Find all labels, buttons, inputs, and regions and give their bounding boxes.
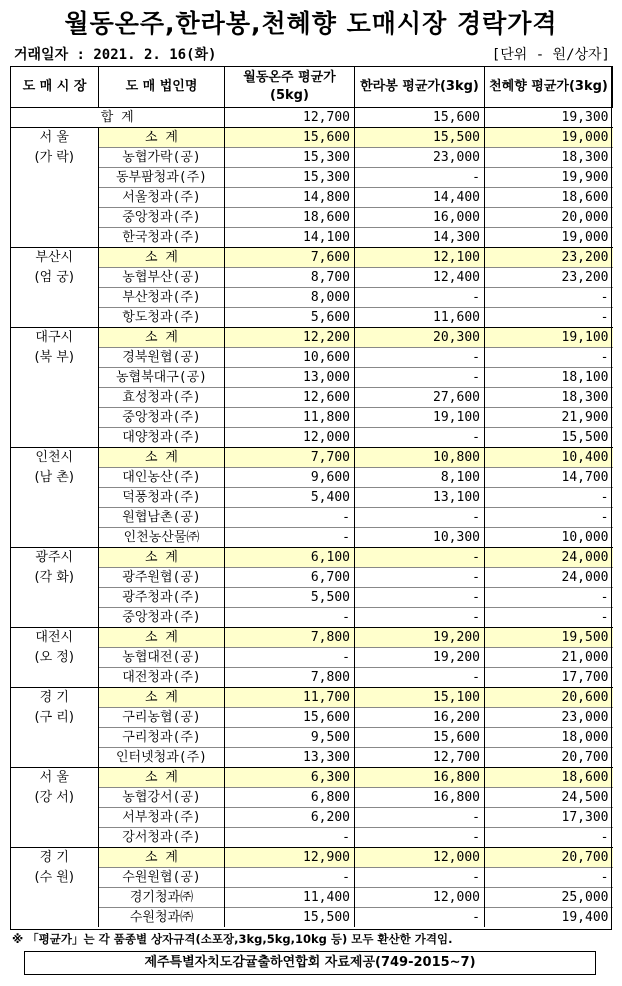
price-mandarin: 7,800 xyxy=(225,668,355,688)
price-mandarin: 13,300 xyxy=(225,748,355,768)
price-cheonhyehyang: 18,600 xyxy=(485,768,613,788)
price-cheonhyehyang: 18,100 xyxy=(485,368,613,388)
company-name: 강서청과(주) xyxy=(99,828,225,848)
price-hallabong: 19,200 xyxy=(355,628,485,648)
company-name: 구리농협(공) xyxy=(99,708,225,728)
table-row xyxy=(11,568,613,588)
market-cell xyxy=(11,628,99,688)
market-district: (수 원) xyxy=(34,870,74,885)
price-mandarin: 11,800 xyxy=(225,408,355,428)
price-hallabong: 15,600 xyxy=(355,728,485,748)
price-mandarin: 5,600 xyxy=(225,308,355,328)
price-cheonhyehyang: 19,000 xyxy=(485,128,613,148)
price-hallabong: 13,100 xyxy=(355,488,485,508)
subtotal-label: 소 계 xyxy=(99,768,225,788)
price-cheonhyehyang: - xyxy=(485,488,613,508)
price-mandarin: 9,500 xyxy=(225,728,355,748)
price-mandarin: 9,600 xyxy=(225,468,355,488)
price-cheonhyehyang: - xyxy=(485,828,613,848)
price-cheonhyehyang: 18,300 xyxy=(485,148,613,168)
price-hallabong: 10,300 xyxy=(355,528,485,548)
market-district: (남 촌) xyxy=(34,470,74,485)
company-name: 경북원협(공) xyxy=(99,348,225,368)
table-row xyxy=(11,168,613,188)
subtotal-row xyxy=(11,768,613,788)
company-name: 항도청과(주) xyxy=(99,308,225,328)
price-cheonhyehyang: 17,300 xyxy=(485,808,613,828)
total-price-hallabong: 15,600 xyxy=(355,108,485,128)
price-cheonhyehyang: 24,000 xyxy=(485,548,613,568)
price-hallabong: - xyxy=(355,368,485,388)
table-row xyxy=(11,468,613,488)
table-row xyxy=(11,608,613,628)
price-mandarin: 12,600 xyxy=(225,388,355,408)
header-price-hallabong: 한라봉 평균가(3kg) xyxy=(355,67,485,108)
price-mandarin: 6,200 xyxy=(225,808,355,828)
price-cheonhyehyang: 24,500 xyxy=(485,788,613,808)
company-name: 농협대전(공) xyxy=(99,648,225,668)
header-market: 도 매 시 장 xyxy=(11,67,99,108)
table-row xyxy=(11,408,613,428)
price-hallabong: - xyxy=(355,168,485,188)
company-name: 중앙청과(주) xyxy=(99,208,225,228)
market-cell xyxy=(11,768,99,848)
market-cell xyxy=(11,128,99,248)
price-cheonhyehyang: 19,500 xyxy=(485,628,613,648)
market-name: 부산시 xyxy=(35,250,74,265)
company-name: 수원원협(공) xyxy=(99,868,225,888)
table-row xyxy=(11,648,613,668)
price-hallabong: 15,100 xyxy=(355,688,485,708)
price-cheonhyehyang: - xyxy=(485,588,613,608)
price-mandarin: 6,100 xyxy=(225,548,355,568)
subtotal-label: 소 계 xyxy=(99,128,225,148)
company-name: 중앙청과(주) xyxy=(99,408,225,428)
market-name: 경 기 xyxy=(39,690,69,705)
price-cheonhyehyang: 20,000 xyxy=(485,208,613,228)
market-cell xyxy=(11,548,99,628)
unit-label: [단위 - 원/상자] xyxy=(491,47,610,63)
total-row xyxy=(11,108,613,128)
price-mandarin: 11,700 xyxy=(225,688,355,708)
price-hallabong: 14,300 xyxy=(355,228,485,248)
price-hallabong: - xyxy=(355,348,485,368)
company-name: 동부팜청과(주) xyxy=(99,168,225,188)
market-district: (오 정) xyxy=(34,650,74,665)
price-hallabong: - xyxy=(355,508,485,528)
price-hallabong: 11,600 xyxy=(355,308,485,328)
price-cheonhyehyang: 18,600 xyxy=(485,188,613,208)
market-cell xyxy=(11,848,99,928)
subtotal-label: 소 계 xyxy=(99,548,225,568)
price-hallabong: 20,300 xyxy=(355,328,485,348)
price-mandarin: 7,800 xyxy=(225,628,355,648)
table-row xyxy=(11,868,613,888)
price-mandarin: 12,900 xyxy=(225,848,355,868)
table-row xyxy=(11,288,613,308)
price-mandarin: 14,800 xyxy=(225,188,355,208)
price-hallabong: - xyxy=(355,868,485,888)
company-name: 농협부산(공) xyxy=(99,268,225,288)
price-mandarin: 18,600 xyxy=(225,208,355,228)
price-mandarin: 6,700 xyxy=(225,568,355,588)
market-district: (가 락) xyxy=(34,150,74,165)
price-hallabong: 8,100 xyxy=(355,468,485,488)
market-name: 서 울 xyxy=(39,130,69,145)
subtotal-row xyxy=(11,848,613,868)
table-row xyxy=(11,668,613,688)
price-hallabong: 12,000 xyxy=(355,888,485,908)
company-name: 한국청과(주) xyxy=(99,228,225,248)
price-cheonhyehyang: 19,100 xyxy=(485,328,613,348)
subtotal-row xyxy=(11,448,613,468)
market-cell xyxy=(11,688,99,768)
price-table xyxy=(10,66,613,927)
table-row xyxy=(11,508,613,528)
price-mandarin: - xyxy=(225,508,355,528)
table-row xyxy=(11,708,613,728)
price-cheonhyehyang: 20,700 xyxy=(485,848,613,868)
price-hallabong: - xyxy=(355,568,485,588)
subtotal-row xyxy=(11,548,613,568)
table-row xyxy=(11,348,613,368)
price-mandarin: 12,000 xyxy=(225,428,355,448)
market-name: 광주시 xyxy=(35,550,74,565)
price-cheonhyehyang: 23,200 xyxy=(485,248,613,268)
price-cheonhyehyang: 10,400 xyxy=(485,448,613,468)
price-hallabong: 23,000 xyxy=(355,148,485,168)
company-name: 대인농산(주) xyxy=(99,468,225,488)
company-name: 농협강서(공) xyxy=(99,788,225,808)
price-hallabong: - xyxy=(355,908,485,928)
subtotal-row xyxy=(11,628,613,648)
price-cheonhyehyang: 23,000 xyxy=(485,708,613,728)
table-row xyxy=(11,148,613,168)
price-hallabong: 16,000 xyxy=(355,208,485,228)
company-name: 광주원협(공) xyxy=(99,568,225,588)
company-name: 인터넷청과(주) xyxy=(99,748,225,768)
table-row xyxy=(11,808,613,828)
price-hallabong: - xyxy=(355,828,485,848)
price-mandarin: 10,600 xyxy=(225,348,355,368)
price-hallabong: - xyxy=(355,548,485,568)
table-header-row xyxy=(11,67,613,108)
price-cheonhyehyang: - xyxy=(485,868,613,888)
price-cheonhyehyang: - xyxy=(485,508,613,528)
table-row xyxy=(11,188,613,208)
company-name: 농협북대구(공) xyxy=(99,368,225,388)
price-mandarin: 6,300 xyxy=(225,768,355,788)
price-cheonhyehyang: 17,700 xyxy=(485,668,613,688)
table-row xyxy=(11,368,613,388)
price-hallabong: 27,600 xyxy=(355,388,485,408)
price-mandarin: - xyxy=(225,868,355,888)
subtotal-row xyxy=(11,248,613,268)
price-hallabong: 19,100 xyxy=(355,408,485,428)
total-label: 합 계 xyxy=(11,108,225,128)
price-hallabong: 19,200 xyxy=(355,648,485,668)
company-name: 서부청과(주) xyxy=(99,808,225,828)
price-mandarin: 7,700 xyxy=(225,448,355,468)
price-cheonhyehyang: 25,000 xyxy=(485,888,613,908)
price-cheonhyehyang: 23,200 xyxy=(485,268,613,288)
price-cheonhyehyang: - xyxy=(485,348,613,368)
price-hallabong: 12,000 xyxy=(355,848,485,868)
source-credit: 제주특별자치도감귤출하연합회 자료제공(749-2015~7) xyxy=(24,951,596,975)
market-district: (구 리) xyxy=(34,710,74,725)
market-name: 대전시 xyxy=(35,630,74,645)
price-hallabong: 10,800 xyxy=(355,448,485,468)
price-mandarin: 15,500 xyxy=(225,908,355,928)
price-cheonhyehyang: 20,700 xyxy=(485,748,613,768)
price-cheonhyehyang: 18,300 xyxy=(485,388,613,408)
price-cheonhyehyang: - xyxy=(485,288,613,308)
header-company: 도 매 법인명 xyxy=(99,67,225,108)
market-name: 경 기 xyxy=(39,850,69,865)
price-cheonhyehyang: - xyxy=(485,608,613,628)
price-cheonhyehyang: 19,900 xyxy=(485,168,613,188)
price-mandarin: 6,800 xyxy=(225,788,355,808)
table-row xyxy=(11,908,613,928)
price-mandarin: - xyxy=(225,648,355,668)
price-hallabong: 14,400 xyxy=(355,188,485,208)
company-name: 대전청과(주) xyxy=(99,668,225,688)
price-hallabong: - xyxy=(355,668,485,688)
market-cell xyxy=(11,248,99,328)
price-mandarin: - xyxy=(225,828,355,848)
table-row xyxy=(11,228,613,248)
price-mandarin: 5,500 xyxy=(225,588,355,608)
company-name: 덕풍청과(주) xyxy=(99,488,225,508)
price-hallabong: - xyxy=(355,428,485,448)
price-cheonhyehyang: 10,000 xyxy=(485,528,613,548)
price-hallabong: - xyxy=(355,588,485,608)
subtotal-label: 소 계 xyxy=(99,628,225,648)
table-row xyxy=(11,748,613,768)
price-mandarin: 7,600 xyxy=(225,248,355,268)
company-name: 대양청과(주) xyxy=(99,428,225,448)
company-name: 농협가락(공) xyxy=(99,148,225,168)
table-row xyxy=(11,268,613,288)
company-name: 수원청과㈜ xyxy=(99,908,225,928)
table-row xyxy=(11,488,613,508)
price-hallabong: 12,700 xyxy=(355,748,485,768)
price-mandarin: - xyxy=(225,608,355,628)
price-mandarin: 15,600 xyxy=(225,708,355,728)
price-mandarin: - xyxy=(225,528,355,548)
table-row xyxy=(11,588,613,608)
price-cheonhyehyang: 20,600 xyxy=(485,688,613,708)
market-name: 대구시 xyxy=(35,330,74,345)
footnote: ※ 「평균가」는 각 품종별 상자규격(소포장,3kg,5kg,10kg 등) 모두 환산한 가격임. xyxy=(12,932,453,946)
price-mandarin: 13,000 xyxy=(225,368,355,388)
price-mandarin: 11,400 xyxy=(225,888,355,908)
market-cell xyxy=(11,448,99,548)
market-district: (엄 궁) xyxy=(34,270,74,285)
table-row xyxy=(11,788,613,808)
company-name: 원협남촌(공) xyxy=(99,508,225,528)
subtotal-label: 소 계 xyxy=(99,248,225,268)
price-mandarin: 15,300 xyxy=(225,168,355,188)
price-mandarin: 15,300 xyxy=(225,148,355,168)
table-row xyxy=(11,308,613,328)
company-name: 부산청과(주) xyxy=(99,288,225,308)
company-name: 광주청과(주) xyxy=(99,588,225,608)
company-name: 효성청과(주) xyxy=(99,388,225,408)
total-price-cheonhyehyang: 19,300 xyxy=(485,108,613,128)
table-row xyxy=(11,208,613,228)
market-cell xyxy=(11,328,99,448)
price-hallabong: 12,400 xyxy=(355,268,485,288)
table-row xyxy=(11,428,613,448)
price-hallabong: 15,500 xyxy=(355,128,485,148)
company-name: 인천농산물㈜ xyxy=(99,528,225,548)
table-row xyxy=(11,828,613,848)
price-cheonhyehyang: 18,000 xyxy=(485,728,613,748)
price-mandarin: 5,400 xyxy=(225,488,355,508)
price-cheonhyehyang: 19,400 xyxy=(485,908,613,928)
subtotal-label: 소 계 xyxy=(99,448,225,468)
price-cheonhyehyang: 24,000 xyxy=(485,568,613,588)
price-hallabong: - xyxy=(355,808,485,828)
price-hallabong: 12,100 xyxy=(355,248,485,268)
table-row xyxy=(11,528,613,548)
subtotal-row xyxy=(11,688,613,708)
page-title: 월동온주,한라봉,천혜향 도매시장 경락가격 xyxy=(64,9,558,38)
company-name: 구리청과(주) xyxy=(99,728,225,748)
subtotal-row xyxy=(11,328,613,348)
subtotal-label: 소 계 xyxy=(99,328,225,348)
market-district: (각 화) xyxy=(34,570,74,585)
subtotal-row xyxy=(11,128,613,148)
table-row xyxy=(11,728,613,748)
price-mandarin: 12,200 xyxy=(225,328,355,348)
header-price-cheonhyehyang: 천혜향 평균가(3kg) xyxy=(485,67,613,108)
price-cheonhyehyang: 19,000 xyxy=(485,228,613,248)
subtotal-label: 소 계 xyxy=(99,848,225,868)
price-cheonhyehyang: - xyxy=(485,308,613,328)
price-cheonhyehyang: 21,900 xyxy=(485,408,613,428)
price-mandarin: 8,000 xyxy=(225,288,355,308)
total-price-mandarin: 12,700 xyxy=(225,108,355,128)
price-mandarin: 14,100 xyxy=(225,228,355,248)
price-hallabong: 16,200 xyxy=(355,708,485,728)
price-cheonhyehyang: 15,500 xyxy=(485,428,613,448)
company-name: 서울청과(주) xyxy=(99,188,225,208)
market-name: 인천시 xyxy=(35,450,74,465)
price-mandarin: 8,700 xyxy=(225,268,355,288)
price-hallabong: 16,800 xyxy=(355,768,485,788)
price-cheonhyehyang: 14,700 xyxy=(485,468,613,488)
price-hallabong: - xyxy=(355,608,485,628)
price-hallabong: 16,800 xyxy=(355,788,485,808)
price-mandarin: 15,600 xyxy=(225,128,355,148)
company-name: 경기청과㈜ xyxy=(99,888,225,908)
table-row xyxy=(11,888,613,908)
market-district: (강 서) xyxy=(34,790,74,805)
table-row xyxy=(11,388,613,408)
header-price-mandarin: 월동온주 평균가(5kg) xyxy=(225,67,355,108)
trade-date: 거래일자 : 2021. 2. 16(화) xyxy=(14,47,217,63)
market-district: (북 부) xyxy=(34,350,74,365)
subtotal-label: 소 계 xyxy=(99,688,225,708)
market-name: 서 울 xyxy=(39,770,69,785)
company-name: 중앙청과(주) xyxy=(99,608,225,628)
price-cheonhyehyang: 21,000 xyxy=(485,648,613,668)
price-hallabong: - xyxy=(355,288,485,308)
